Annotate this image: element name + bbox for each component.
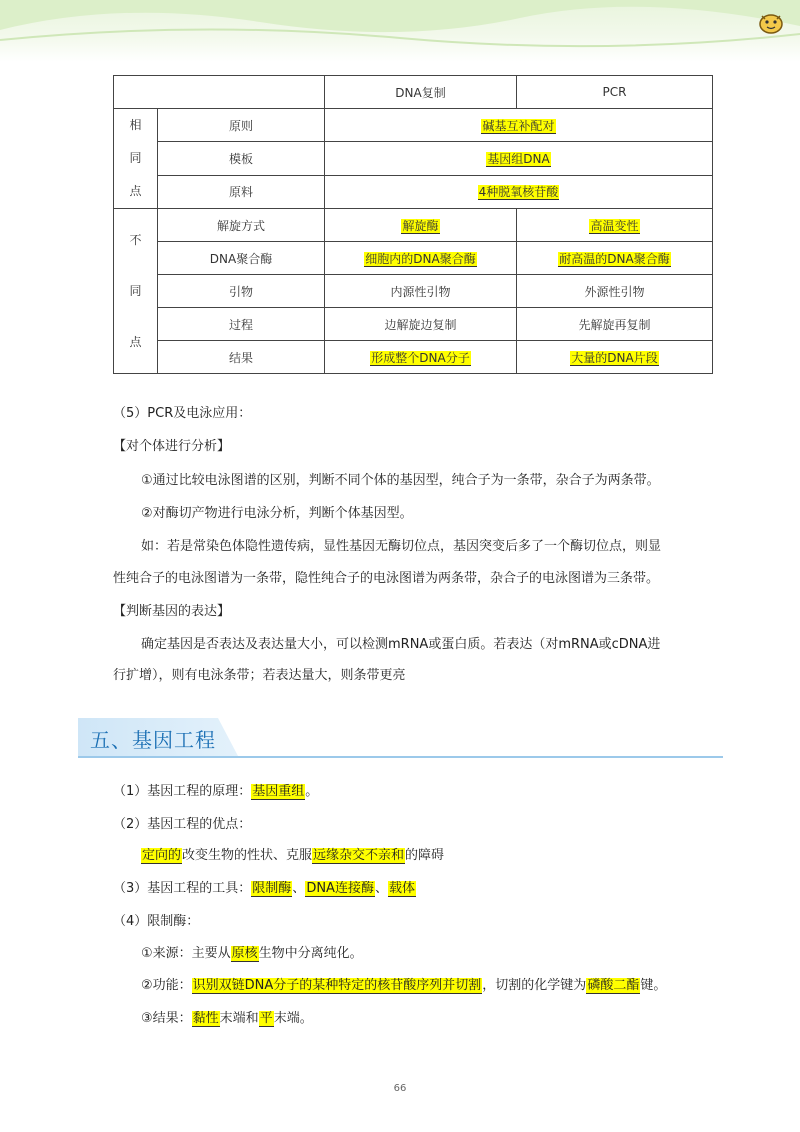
paragraph: ②对酶切产物进行电泳分析，判断个体基因型。	[141, 506, 413, 521]
row-item: 过程	[158, 308, 325, 341]
table-row	[114, 242, 713, 275]
paragraph: 如：若是常染色体隐性遗传病，显性基因无酶切位点，基因突变后多了一个酶切位点，则显	[141, 539, 662, 554]
section-heading	[78, 718, 723, 758]
dna-cell: 细胞内的DNA聚合酶	[325, 242, 517, 275]
pcr-cell: 高温变性	[517, 209, 713, 242]
pcr-heading: （5）PCR及电泳应用：	[113, 406, 252, 421]
dna-cell: 内源性引物	[325, 275, 517, 308]
table-row	[114, 142, 713, 175]
row-item: 模板	[158, 142, 325, 175]
dna-cell: 边解旋边复制	[325, 308, 517, 341]
same-points-label: 相 同 点	[114, 109, 158, 209]
row-value: 基因组DNA	[325, 142, 713, 175]
mascot-icon	[756, 8, 786, 38]
dna-cell: 形成整个DNA分子	[325, 341, 517, 374]
subheading-expression: 【判断基因的表达】	[113, 604, 231, 619]
section-title: 五、基因工程	[90, 728, 216, 752]
advantage-heading: （2）基因工程的优点：	[113, 817, 252, 832]
pcr-cell: 先解旋再复制	[517, 308, 713, 341]
table-row	[114, 175, 713, 208]
page-number: 66	[393, 1083, 407, 1094]
row-item: DNA聚合酶	[158, 242, 325, 275]
pcr-cell: 大量的DNA片段	[517, 341, 713, 374]
row-item: 原料	[158, 175, 325, 208]
col-header-pcr: PCR	[517, 76, 713, 109]
divider	[78, 756, 723, 758]
diff-points-label: 不 同 点	[114, 209, 158, 374]
table-header-row	[114, 76, 713, 109]
table-row	[114, 308, 713, 341]
row-item: 结果	[158, 341, 325, 374]
row-value: 4种脱氧核苷酸	[325, 175, 713, 208]
table-corner	[114, 76, 325, 109]
pcr-cell: 耐高温的DNA聚合酶	[517, 242, 713, 275]
paragraph: 确定基因是否表达及表达量大小，可以检测mRNA或蛋白质。若表达（对mRNA或cDNA进	[141, 637, 661, 652]
row-item: 原则	[158, 109, 325, 142]
paragraph: 性纯合子的电泳图谱为一条带，隐性纯合子的电泳图谱为两条带，杂合子的电泳图谱为三条带。	[113, 571, 660, 586]
subheading-individual: 【对个体进行分析】	[113, 439, 231, 454]
pcr-cell: 外源性引物	[517, 275, 713, 308]
tools-line: （3）基因工程的工具：限制酶、DNA连接酶、载体	[113, 881, 415, 896]
header-decoration	[0, 0, 800, 62]
advantage-line: 定向的改变生物的性状、克服远缘杂交不亲和的障碍	[142, 848, 445, 863]
result-line: ③结果：黏性末端和平末端。	[141, 1011, 313, 1026]
row-item: 引物	[158, 275, 325, 308]
table-row	[114, 275, 713, 308]
row-item: 解旋方式	[158, 209, 325, 242]
col-header-dna: DNA复制	[325, 76, 517, 109]
table-row	[114, 109, 713, 142]
enzyme-heading: （4）限制酶：	[113, 914, 200, 929]
paragraph: ①通过比较电泳图谱的区别，判断不同个体的基因型，纯合子为一条带，杂合子为两条带。	[141, 473, 660, 488]
comparison-table	[113, 75, 713, 374]
table-row	[114, 209, 713, 242]
dna-cell: 解旋酶	[325, 209, 517, 242]
paragraph: 行扩增），则有电泳条带；若表达量大，则条带更亮	[113, 668, 406, 683]
row-value: 碱基互补配对	[325, 109, 713, 142]
table-row	[114, 341, 713, 374]
source-line: ①来源：主要从原核生物中分离纯化。	[141, 946, 363, 961]
function-line: ②功能：识别双链DNA分子的某种特定的核苷酸序列并切割，切割的化学键为磷酸二酯键。	[141, 978, 667, 993]
principle-line: （1）基因工程的原理：基因重组。	[113, 784, 319, 799]
